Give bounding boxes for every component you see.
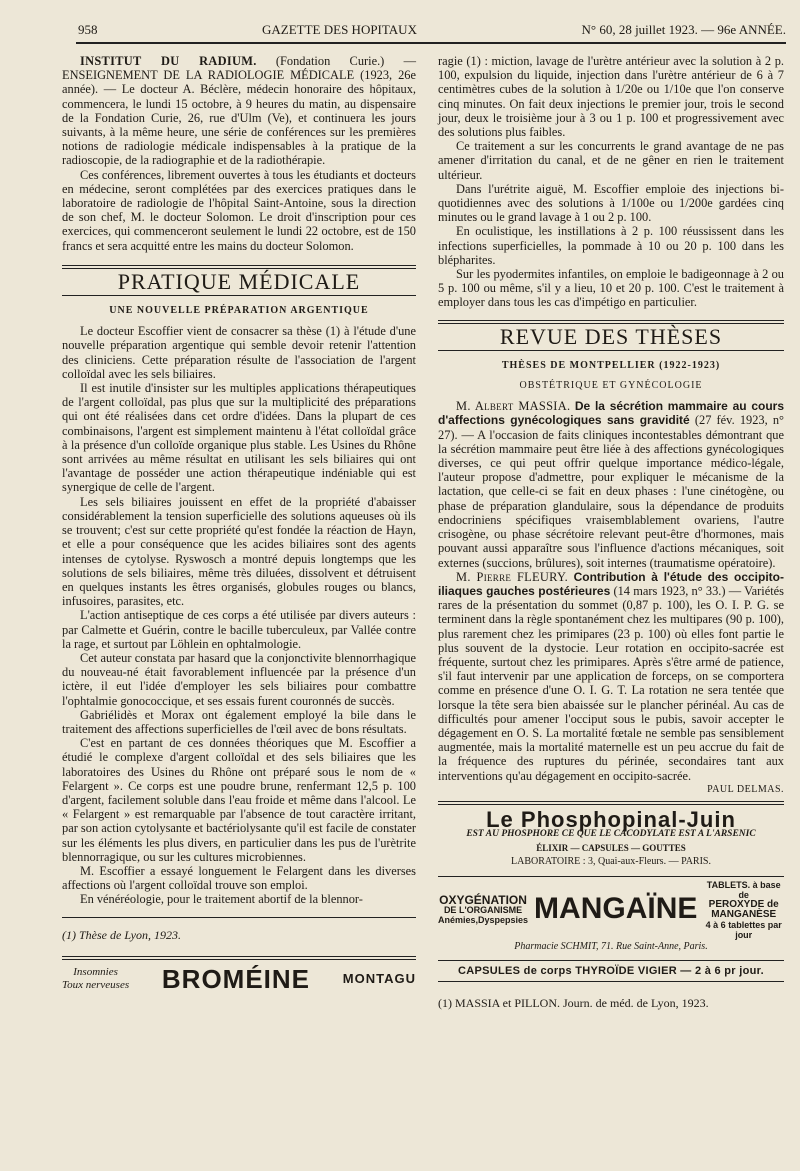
right-paragraph: Sur les pyodermites infantiles, on emploie le badigeonnage à 2 ou 5 p. 100 ou même, s'il y a lieu, 10 et 20 p. 100. C'est le traitement à employer dans tous les cas d'impétigo en particulier. — [438, 267, 784, 310]
ad-rule — [438, 876, 784, 877]
bromeine-tags — [62, 966, 129, 992]
thesis-author: M. Albert MASSIA. — [456, 399, 571, 414]
bromeine-ad — [62, 963, 416, 994]
mangaine-pharmacy: Pharmacie SCHMIT, 71. Rue Saint-Anne, Paris. — [514, 940, 708, 952]
phosphopinal-ad — [438, 806, 784, 870]
mangaine-left — [438, 892, 529, 925]
ad-rule-3 — [438, 981, 784, 982]
issue-date: N° 60, 28 juillet 1923. — 96e ANNÉE. — [581, 22, 786, 37]
bromeine-tag-1: Insomnies — [73, 965, 118, 978]
bromeine-tag-2: Toux nerveuses — [62, 978, 130, 991]
mangaine-ad — [438, 880, 784, 940]
vigier-ad: CAPSULES de corps THYROÏDE VIGIER — 2 à 6 pr jour. — [458, 964, 764, 977]
article-paragraph: Les sels biliaires jouissent en effet de la propriété d'abaisser considérablement la tension superficielle des solutions aqueuses où ils se trouvent; c'est sur cette propriété qu'est fondée la réaction de Hayn, et elle a pour conséquence que les acides biliaires sont des agents intenses de cytolyse. Ryswosch a montré depuis longtemps que les solutions de sels biliaires, même très diluées, dissolvent et détruisent en quelques instants les êtres organisés, globules rouges ou blancs, infusoires, parasites, etc. — [62, 494, 416, 609]
phosphopinal-line-3: LABORATOIRE : 3, Quai-aux-Fleurs. — PARIS. — [510, 856, 711, 868]
section-title-theses: REVUE DES THÈSES — [499, 323, 723, 349]
mangaine-right — [703, 880, 784, 940]
thesis-text: (14 mars 1923, n° 33.) — Variétés rares de la présentation du sommet (0,87 p. 100), les O. I. P. G. se terminent dans la règle spontanément chez les multipares (90 p. 100), plus rarement chez les primipares (23 p. 100) où elles font partie le plus souvent de la dystocie. Leur rotation en occipito-sacrée est fréquente, surtout chez les primipares. Après s'être armé de patience, s'il faut intervenir par une application de forceps, on se comportera comme en présence d'une O. I. G. T. La rotation ne sera tentée que lorsque la tête sera bien abaissée sur le plancher périnéal. Au cas de difficultés pour amener l'occiput sous le pubis, savoir accepter le dégagement en O. S. La mortalité fœtale ne semble pas sensiblement augmentée, mais la mortalité maternelle est un peu accrue du fait de la fréquence des ruptures du périnée, secondaires tant aux interventions qu'au dégagement en occipito-sacrée. — [438, 583, 784, 783]
ad-divider-right — [438, 801, 784, 805]
article-paragraph: Il est inutile d'insister sur les multiples applications thérapeutiques de l'argent colloïdal, pas plus que sur la multiplicité des préparations qui ont été réalisées dans cet ordre d'idées. Dans la plupart de ces combinaisons, l'argent est simplement maintenu à l'état colloïdal grâce à la présence d'un colloïde organique plus stable. Les Usines du Rhône sont arrivées au même résultat en utilisant les sels biliaires qui ont l'avantage de posséder une action thérapeutique indéniable qui est synergique de celle de l'argent. — [62, 381, 416, 495]
theses-subtitle: THÈSES DE MONTPELLIER (1922-1923) — [501, 359, 721, 371]
phosphopinal-brand: Le Phosphopinal-Juin — [486, 806, 736, 832]
thesis-fleury — [438, 569, 785, 795]
bromeine-maker: MONTAGU — [342, 970, 416, 986]
mangaine-left-3: Anémies,Dyspepsies — [438, 914, 529, 925]
article-paragraph: C'est en partant de ces données théoriques que M. Escoffier a étudié le complexe d'argent colloïdal et des sels biliaires que les laboratoires des Usines du Rhône ont préparé sous le nom de « Felargent ». Ce corps est une poudre brune, renfermant 12,5 p. 100 d'argent, facilement soluble dans l'eau froide et même dans l'alcool. Le « Felargent » est remarquable par l'absence de tout caractère irritant, par son action cytolysante et bactériolysante qu'il est facile de constater sur les éléments les plus divers, en particulier dans les pus de l'urètrite blennorragique, ou sur les cultures microbiennes. — [62, 736, 416, 864]
footnote-left: (1) Thèse de Lyon, 1923. — [62, 927, 181, 942]
phosphopinal-line-2: ÉLIXIR — CAPSULES — GOUTTES — [536, 843, 686, 854]
journal-title: GAZETTE DES HOPITAUX — [262, 22, 417, 37]
mangaine-left-1: OXYGÉNATION — [439, 892, 527, 907]
mangaine-right-1: TABLETS. à base de — [706, 879, 781, 900]
section-title-pratique: PRATIQUE MÉDICALE — [117, 268, 361, 294]
right-paragraph: Dans l'urétrite aiguë, M. Escoffier emploie des injections bi-quotidiennes avec des solutions à 1/100e ou 1/200e gardées cinq minutes ou le grand lavage à 1 ou 2 p. 100. — [438, 181, 784, 225]
signature: PAUL DELMAS. — [707, 783, 784, 795]
left-column — [62, 54, 416, 992]
right-paragraph: Ce traitement a sur les concurrents le grand avantage de ne pas amener d'irritation du canal, et de ne gêner en rien le traitement ultérieur. — [438, 139, 784, 182]
mangaine-brand: MANGAÏNE — [534, 892, 698, 926]
footnote-right: (1) MASSIA et PILLON. Journ. de méd. de Lyon, 1923. — [438, 995, 709, 1010]
article-paragraph: Le docteur Escoffier vient de consacrer sa thèse (1) à l'étude d'une nouvelle préparation argentique qui semble devoir retenir l'attention des cliniciens. Cette préparation résulte de l'association de l'argent colloïdal avec les sels biliaires. — [62, 324, 416, 381]
institut-text: (Fondation Curie.) — ENSEIGNEMENT DE LA RADIOLOGIE MÉDICALE (1923, 26e année). — Le docteur A. Béclère, médecin honoraire des hôpitaux, commencera, le lundi 15 octobre, à 9 heures du matin, au dispensaire de la Fondation Curie, 26, rue d'Ulm (Ve), et continuera les jours suivants, à la même heure, une série de conférences sur les premières notions de radiologie médicale indispensables à la pratique de la radioscopie, de la radiographie et de la radiothérapie. — [62, 54, 416, 168]
footnote-rule — [62, 917, 416, 918]
institut-paragraph-2: Ces conférences, librement ouvertes à tous les étudiants et docteurs en médecine, seront complétées par des exercices pratiques dans le laboratoire de radiologie de l'hôpital Saint-Antoine, sous la direction de son chef, M. le docteur Solomon. Le droit d'inscription pour ces exercices, qui commenceront seulement le lundi 22 octobre, est de 150 francs et sera acquitté entre les mains du docteur Solomon. — [62, 167, 416, 253]
article-paragraph: En vénéréologie, pour le traitement abortif de la blennor- — [80, 892, 363, 907]
bromeine-brand: BROMÉINE — [161, 963, 311, 994]
institut-lead: INSTITUT DU RADIUM. — [80, 54, 257, 68]
header-rule — [76, 42, 786, 44]
thesis-title: Contribution à l'étude des occipito-iliaques gauches postérieures — [438, 569, 785, 598]
right-column — [438, 54, 784, 1010]
institut-notice — [62, 54, 416, 168]
thesis-text: (27 fév. 1923, n° 27). — A l'occasion de faits cliniques incontestables démontrant que la sécrétion mammaire peut être liée à des affections gynécologiques diverses, ce qui peut offrir quelque importance médico-légale, l'auteur propose d'admettre, pour expliquer le mécanisme de la lactation, que celle-ci se fait en deux phases : l'une cinétogène, ou phase de préparation glandulaire, sous la dépendance de produits endocriniens spécifiques vraisemblablement ovariens, l'autre crisogène, ou phase sécrétoire relevant peut-être d'hormones, mais pouvant aussi apparaître sous l'influence d'actions mécaniques, soit externes (succions, brûlures), soit internes (traumatisme opératoire). — [438, 413, 784, 570]
mangaine-right-3: 4 à 6 tablettes par jour — [705, 919, 782, 940]
ad-divider — [62, 956, 416, 960]
article-paragraph: L'action antiseptique de ces corps a été utilisée par divers auteurs : par Calmette et Guérin, contre le bacille tuberculeux, par Vallée contre la rage, et surtout par Löhlein en ophtalmologie. — [62, 608, 416, 651]
thesis-massia — [438, 399, 784, 569]
article-paragraph: M. Escoffier a essayé longuement le Felargent dans les diverses affections où l'argent colloïdal trouve son emploi. — [62, 863, 416, 893]
mangaine-left-2: DE L'ORGANISME — [443, 904, 523, 915]
phosphopinal-line-1: EST AU PHOSPHORE CE QUE LE CACODYLATE EST A L'ARSENIC — [466, 828, 756, 839]
continued-paragraph: ragie (1) : miction, lavage de l'urètre antérieur avec la solution à 2 p. 100, expulsion du liquide, injection dans l'urètre antérieur de 6 à 7 centimètres cubes de la solution à 1/20e ou 1/10e que l'on conserve cinq minutes. On fait deux injections le premier jour, trois le second jour, deux le troisième jour à 3 ou 1 p. 100 et progressivement avec des solutions plus faibles. — [438, 54, 784, 140]
page-number: 958 — [78, 22, 98, 37]
section-rule — [62, 295, 416, 296]
thesis-title: De la sécrétion mammaire au cours d'affections gynécologiques sans gravidité — [438, 399, 785, 428]
right-paragraph: En oculistique, les instillations à 2 p. 100 réussissent dans les infections superficielles, la pommade à 10 ou 20 p. 100 dans les blépharites. — [438, 224, 784, 267]
thesis-author: M. Pierre FLEURY. — [456, 569, 569, 584]
ad-rule-2 — [438, 960, 784, 961]
article-paragraph: Gabriélidès et Morax ont également employé la bile dans le traitement des affections superficielles de l'œil avec de bons résultats. — [62, 707, 416, 736]
page-header — [78, 22, 786, 42]
subsection-title: UNE NOUVELLE PRÉPARATION ARGENTIQUE — [109, 305, 369, 317]
section-rule-right — [438, 350, 784, 351]
article-paragraph: Cet auteur constata par hasard que la conjonctivite blennorrhagique du nouveau-né était favorablement influencée par la présence d'un ictère, il eut l'idée d'employer les sels biliaires pour combattre l'ophtalmie gonococcique, et ses essais furent couronnés de succès. — [62, 650, 416, 708]
theses-category: OBSTÉTRIQUE ET GYNÉCOLOGIE — [519, 380, 703, 392]
mangaine-right-2: PEROXYDE de MANGANÈSE — [708, 898, 779, 920]
